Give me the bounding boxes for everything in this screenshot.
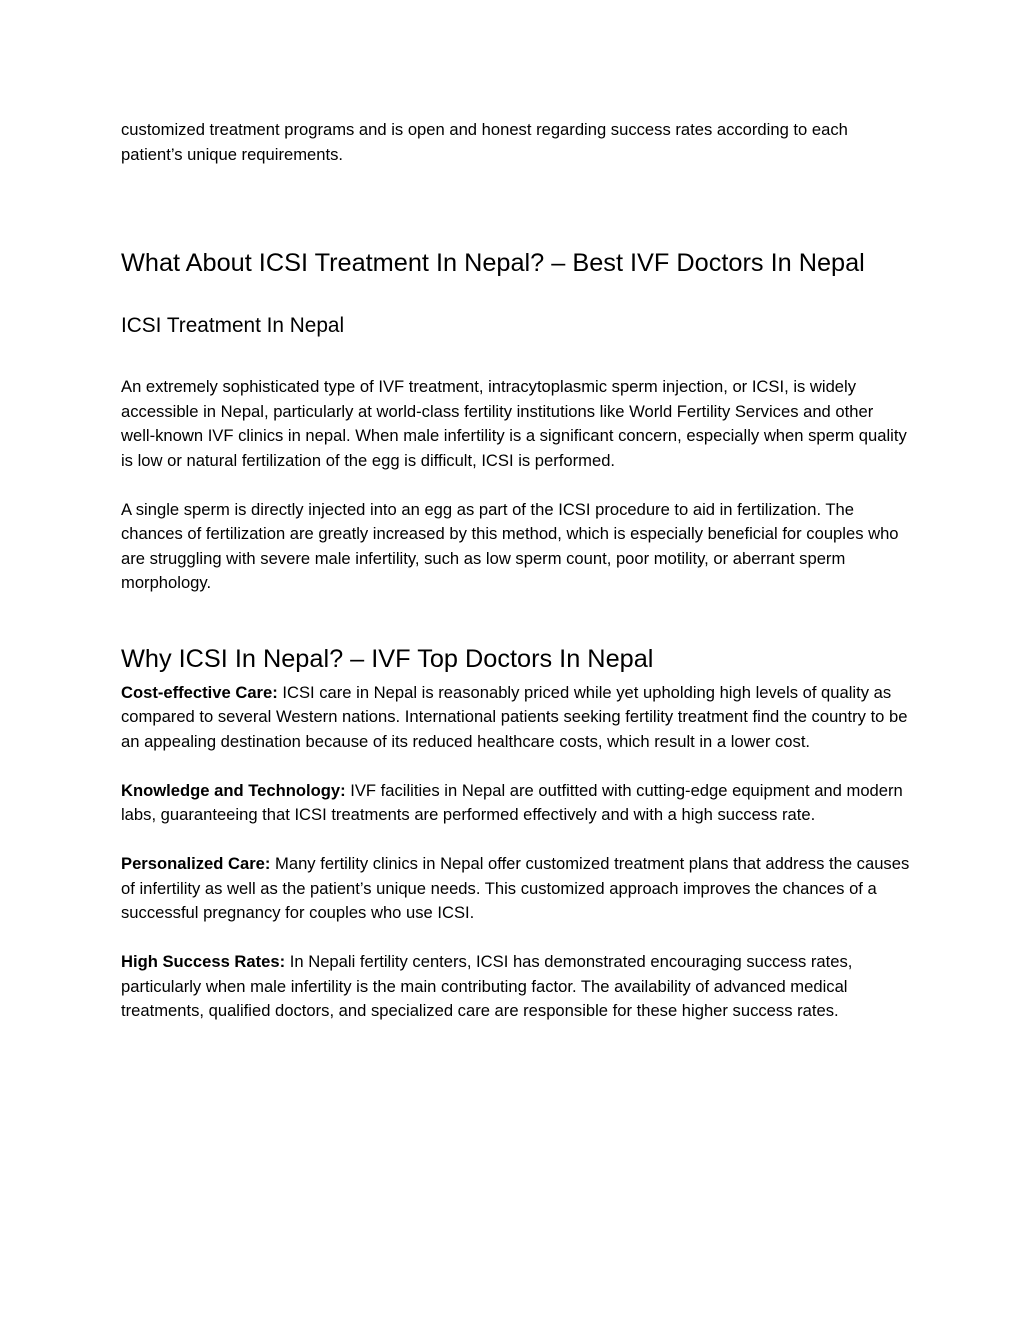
point-label: Personalized Care: bbox=[121, 854, 271, 873]
point-knowledge-technology bbox=[121, 779, 911, 828]
intro-paragraph: customized treatment programs and is open and honest regarding success rates according to each patient’s unique requirements. bbox=[121, 120, 848, 164]
point-label: Knowledge and Technology: bbox=[121, 780, 346, 800]
point-high-success-rates bbox=[121, 950, 911, 1024]
point-personalized-care bbox=[121, 852, 911, 926]
paragraph-icsi-procedure: A single sperm is directly injected into an egg as part of the ICSI procedure to aid in fertilization. The chances of fertilization are greatly increased by this method, which is especially beneficial for couples who are struggling with severe male infertility, such as low sperm count, poor motility, or aberrant sperm morphology. bbox=[121, 499, 899, 592]
section-heading-why-icsi: Why ICSI In Nepal? – IVF Top Doctors In Nepal bbox=[121, 644, 654, 673]
point-cost-effective-care bbox=[121, 681, 911, 755]
point-text: Many fertility clinics in Nepal offer customized treatment plans that address the causes of infertility as well as the patient’s unique needs. This customized approach improves the chances of a successful pregnancy for couples who use ICSI. bbox=[121, 854, 910, 922]
point-label: High Success Rates: bbox=[121, 952, 286, 971]
point-label: Cost-effective Care: bbox=[121, 682, 278, 702]
subheading-icsi-treatment-in-nepal: ICSI Treatment In Nepal bbox=[121, 314, 345, 337]
point-text: ICSI care in Nepal is reasonably priced while yet upholding high levels of quality as compared to several Western nations. International patients seeking fertility treatment find the country to be an appealing destination because of its reduced healthcare costs, which result in a lower cost. bbox=[121, 682, 908, 751]
point-text: In Nepali fertility centers, ICSI has demonstrated encouraging success rates, particularly when male infertility is the main contributing factor. The availability of advanced medical treatments, qualified doctors, and specialized care are responsible for these higher success rates. bbox=[121, 952, 853, 1020]
section-heading-icsi-treatment: What About ICSI Treatment In Nepal? – Best IVF Doctors In Nepal bbox=[121, 249, 865, 277]
document-page bbox=[121, 118, 911, 1024]
paragraph-icsi-overview: An extremely sophisticated type of IVF treatment, intracytoplasmic sperm injection, or ICSI, is widely accessible in Nepal, particularly at world-class fertility institutions like World Fertility Services and other well-known IVF clinics in nepal. When male infertility is a significant concern, especially when sperm quality is low or natural fertilization of the egg is difficult, ICSI is performed. bbox=[121, 377, 907, 470]
point-text: IVF facilities in Nepal are outfitted with cutting-edge equipment and modern labs, guaranteeing that ICSI treatments are performed effectively and with a high success rate. bbox=[121, 780, 903, 824]
